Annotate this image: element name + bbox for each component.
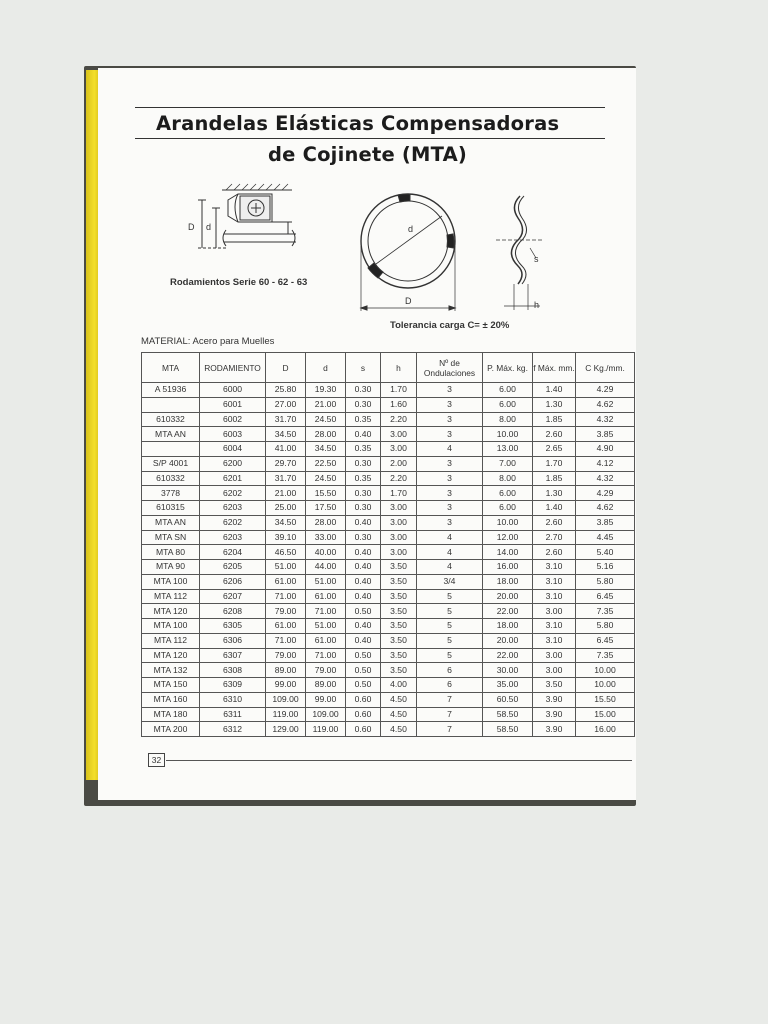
cell-mta: MTA 90 xyxy=(142,560,200,575)
cell-max-load: 18.00 xyxy=(483,574,533,589)
cell-max-deflection: 3.90 xyxy=(533,722,576,737)
cell-inner-diameter: 51.00 xyxy=(306,619,346,634)
cell-max-load: 60.50 xyxy=(483,692,533,707)
cell-height: 1.70 xyxy=(381,486,417,501)
cell-outer-diameter: 61.00 xyxy=(266,574,306,589)
title-top-rule xyxy=(135,107,605,108)
table-row xyxy=(142,442,635,457)
cell-max-deflection: 2.60 xyxy=(533,515,576,530)
page-title-line-1: Arandelas Elásticas Compensadoras xyxy=(156,112,560,135)
cell-thickness: 0.50 xyxy=(346,663,381,678)
cell-outer-diameter: 27.00 xyxy=(266,397,306,412)
cell-mta: MTA 120 xyxy=(142,648,200,663)
cell-waves: 5 xyxy=(417,633,483,648)
cell-inner-diameter: 61.00 xyxy=(306,633,346,648)
cell-inner-diameter: 28.00 xyxy=(306,427,346,442)
cell-inner-diameter: 71.00 xyxy=(306,648,346,663)
cell-max-deflection: 1.30 xyxy=(533,397,576,412)
cell-thickness: 0.35 xyxy=(346,412,381,427)
column-header-max-load: P. Máx. kg. xyxy=(483,353,533,383)
column-header-outer-diameter: D xyxy=(266,353,306,383)
cell-outer-diameter: 41.00 xyxy=(266,442,306,457)
cell-max-deflection: 3.10 xyxy=(533,589,576,604)
cell-mta: 610315 xyxy=(142,501,200,516)
column-header-max-deflection: f Máx. mm. xyxy=(533,353,576,383)
cell-max-load: 30.00 xyxy=(483,663,533,678)
profile-thickness-label: s xyxy=(534,254,539,264)
footer-rule xyxy=(166,760,632,761)
cell-max-deflection: 3.00 xyxy=(533,648,576,663)
table-row xyxy=(142,678,635,693)
cell-max-deflection: 1.40 xyxy=(533,383,576,398)
table-row xyxy=(142,486,635,501)
table-row xyxy=(142,530,635,545)
cell-height: 3.50 xyxy=(381,560,417,575)
cell-max-deflection: 3.90 xyxy=(533,707,576,722)
cell-spring-rate: 4.62 xyxy=(576,397,635,412)
cell-rodamiento: 6204 xyxy=(200,545,266,560)
cell-waves: 3 xyxy=(417,456,483,471)
cell-rodamiento: 6205 xyxy=(200,560,266,575)
table-row xyxy=(142,427,635,442)
cell-rodamiento: 6202 xyxy=(200,515,266,530)
cell-outer-diameter: 129.00 xyxy=(266,722,306,737)
cell-waves: 3 xyxy=(417,515,483,530)
cell-inner-diameter: 34.50 xyxy=(306,442,346,457)
column-header-height: h xyxy=(381,353,417,383)
table-row xyxy=(142,663,635,678)
cell-inner-diameter: 51.00 xyxy=(306,574,346,589)
table-row xyxy=(142,574,635,589)
cell-waves: 3 xyxy=(417,427,483,442)
column-header-waves: Nº de Ondulaciones xyxy=(417,353,483,383)
cell-thickness: 0.35 xyxy=(346,442,381,457)
cell-max-load: 22.00 xyxy=(483,648,533,663)
cell-max-load: 22.00 xyxy=(483,604,533,619)
cell-spring-rate: 6.45 xyxy=(576,633,635,648)
cell-thickness: 0.60 xyxy=(346,707,381,722)
cell-spring-rate: 10.00 xyxy=(576,663,635,678)
cell-max-load: 6.00 xyxy=(483,383,533,398)
cell-height: 2.20 xyxy=(381,471,417,486)
cell-inner-diameter: 79.00 xyxy=(306,663,346,678)
table-row xyxy=(142,604,635,619)
table-row xyxy=(142,589,635,604)
cell-thickness: 0.50 xyxy=(346,604,381,619)
cell-outer-diameter: 109.00 xyxy=(266,692,306,707)
cell-outer-diameter: 25.80 xyxy=(266,383,306,398)
cell-waves: 3 xyxy=(417,397,483,412)
cell-max-load: 18.00 xyxy=(483,619,533,634)
cell-max-load: 6.00 xyxy=(483,486,533,501)
cell-waves: 3 xyxy=(417,412,483,427)
table-row xyxy=(142,397,635,412)
cell-mta: MTA 180 xyxy=(142,707,200,722)
cell-max-load: 13.00 xyxy=(483,442,533,457)
cell-thickness: 0.40 xyxy=(346,619,381,634)
table-header-row xyxy=(142,353,635,383)
cell-mta: MTA 120 xyxy=(142,604,200,619)
cell-waves: 4 xyxy=(417,530,483,545)
cell-outer-diameter: 29.70 xyxy=(266,456,306,471)
table-body xyxy=(142,383,635,737)
cell-max-deflection: 3.10 xyxy=(533,633,576,648)
cell-rodamiento: 6308 xyxy=(200,663,266,678)
cell-waves: 7 xyxy=(417,722,483,737)
cell-rodamiento: 6207 xyxy=(200,589,266,604)
cell-waves: 4 xyxy=(417,545,483,560)
cell-mta: 3778 xyxy=(142,486,200,501)
cell-rodamiento: 6000 xyxy=(200,383,266,398)
cell-inner-diameter: 71.00 xyxy=(306,604,346,619)
cell-inner-diameter: 89.00 xyxy=(306,678,346,693)
cell-mta xyxy=(142,397,200,412)
cell-height: 3.50 xyxy=(381,663,417,678)
cell-waves: 3 xyxy=(417,501,483,516)
bearing-series-caption: Rodamientos Serie 60 - 62 - 63 xyxy=(170,277,308,288)
cell-height: 3.50 xyxy=(381,633,417,648)
cell-rodamiento: 6310 xyxy=(200,692,266,707)
cell-max-deflection: 1.30 xyxy=(533,486,576,501)
cell-max-load: 8.00 xyxy=(483,412,533,427)
cell-max-deflection: 3.90 xyxy=(533,692,576,707)
cell-rodamiento: 6003 xyxy=(200,427,266,442)
cell-inner-diameter: 99.00 xyxy=(306,692,346,707)
cell-mta: 610332 xyxy=(142,412,200,427)
cell-inner-diameter: 24.50 xyxy=(306,471,346,486)
cell-thickness: 0.40 xyxy=(346,574,381,589)
table-row xyxy=(142,545,635,560)
cell-waves: 5 xyxy=(417,619,483,634)
cell-outer-diameter: 79.00 xyxy=(266,604,306,619)
cell-spring-rate: 5.80 xyxy=(576,574,635,589)
cell-thickness: 0.60 xyxy=(346,692,381,707)
cell-height: 3.50 xyxy=(381,619,417,634)
cell-mta: MTA 80 xyxy=(142,545,200,560)
cell-height: 3.00 xyxy=(381,427,417,442)
cell-outer-diameter: 71.00 xyxy=(266,633,306,648)
cell-height: 3.00 xyxy=(381,515,417,530)
table-row xyxy=(142,648,635,663)
spec-table xyxy=(141,352,635,737)
cell-waves: 3 xyxy=(417,471,483,486)
cell-rodamiento: 6311 xyxy=(200,707,266,722)
column-header-thickness: s xyxy=(346,353,381,383)
cell-outer-diameter: 99.00 xyxy=(266,678,306,693)
cell-max-load: 6.00 xyxy=(483,501,533,516)
cell-max-deflection: 3.10 xyxy=(533,619,576,634)
column-header-spring-rate: C Kg./mm. xyxy=(576,353,635,383)
cell-max-load: 6.00 xyxy=(483,397,533,412)
cell-max-deflection: 2.60 xyxy=(533,545,576,560)
cell-max-deflection: 3.00 xyxy=(533,663,576,678)
cell-height: 3.00 xyxy=(381,442,417,457)
cell-outer-diameter: 39.10 xyxy=(266,530,306,545)
cell-inner-diameter: 119.00 xyxy=(306,722,346,737)
cell-height: 3.50 xyxy=(381,648,417,663)
cell-waves: 5 xyxy=(417,648,483,663)
cell-outer-diameter: 61.00 xyxy=(266,619,306,634)
cell-max-load: 7.00 xyxy=(483,456,533,471)
ring-outer-diameter-label: D xyxy=(405,296,412,306)
cell-max-load: 12.00 xyxy=(483,530,533,545)
cell-max-load: 35.00 xyxy=(483,678,533,693)
cell-inner-diameter: 40.00 xyxy=(306,545,346,560)
cell-rodamiento: 6202 xyxy=(200,486,266,501)
cell-inner-diameter: 24.50 xyxy=(306,412,346,427)
cell-waves: 5 xyxy=(417,589,483,604)
cell-spring-rate: 4.29 xyxy=(576,383,635,398)
cell-outer-diameter: 119.00 xyxy=(266,707,306,722)
wave-profile-diagram xyxy=(490,192,550,317)
cell-height: 3.00 xyxy=(381,545,417,560)
cell-max-load: 10.00 xyxy=(483,427,533,442)
cell-waves: 3 xyxy=(417,383,483,398)
cell-thickness: 0.35 xyxy=(346,471,381,486)
cell-rodamiento: 6001 xyxy=(200,397,266,412)
cell-mta: A 51936 xyxy=(142,383,200,398)
table-row xyxy=(142,471,635,486)
cell-waves: 4 xyxy=(417,442,483,457)
cell-height: 3.00 xyxy=(381,501,417,516)
cell-spring-rate: 5.16 xyxy=(576,560,635,575)
cell-max-load: 20.00 xyxy=(483,633,533,648)
cell-outer-diameter: 31.70 xyxy=(266,471,306,486)
cell-max-deflection: 2.65 xyxy=(533,442,576,457)
cell-spring-rate: 6.45 xyxy=(576,589,635,604)
cell-thickness: 0.30 xyxy=(346,383,381,398)
column-header-mta: MTA xyxy=(142,353,200,383)
cell-height: 2.00 xyxy=(381,456,417,471)
page-number: 32 xyxy=(148,753,165,767)
table-row xyxy=(142,501,635,516)
cell-height: 3.50 xyxy=(381,589,417,604)
cell-max-load: 20.00 xyxy=(483,589,533,604)
cell-mta: MTA 150 xyxy=(142,678,200,693)
cell-inner-diameter: 21.00 xyxy=(306,397,346,412)
cell-rodamiento: 6312 xyxy=(200,722,266,737)
cell-rodamiento: 6203 xyxy=(200,501,266,516)
cell-rodamiento: 6206 xyxy=(200,574,266,589)
table-row xyxy=(142,707,635,722)
cell-rodamiento: 6201 xyxy=(200,471,266,486)
cell-max-load: 58.50 xyxy=(483,707,533,722)
cell-rodamiento: 6306 xyxy=(200,633,266,648)
cell-max-deflection: 3.00 xyxy=(533,604,576,619)
cell-outer-diameter: 89.00 xyxy=(266,663,306,678)
table-row xyxy=(142,515,635,530)
cell-height: 3.50 xyxy=(381,574,417,589)
cell-thickness: 0.60 xyxy=(346,722,381,737)
cell-max-deflection: 1.85 xyxy=(533,471,576,486)
column-header-rodamiento: RODAMIENTO xyxy=(200,353,266,383)
cell-rodamiento: 6305 xyxy=(200,619,266,634)
cell-thickness: 0.40 xyxy=(346,427,381,442)
cell-spring-rate: 16.00 xyxy=(576,722,635,737)
table-row xyxy=(142,412,635,427)
cell-inner-diameter: 28.00 xyxy=(306,515,346,530)
cell-spring-rate: 4.45 xyxy=(576,530,635,545)
cell-thickness: 0.40 xyxy=(346,633,381,648)
cell-max-load: 8.00 xyxy=(483,471,533,486)
table-row xyxy=(142,456,635,471)
cell-mta xyxy=(142,442,200,457)
cell-inner-diameter: 61.00 xyxy=(306,589,346,604)
cell-thickness: 0.30 xyxy=(346,456,381,471)
cell-max-deflection: 1.40 xyxy=(533,501,576,516)
cell-rodamiento: 6002 xyxy=(200,412,266,427)
cell-thickness: 0.30 xyxy=(346,501,381,516)
bearing-inner-diameter-label: d xyxy=(206,222,212,232)
table-row xyxy=(142,692,635,707)
cell-spring-rate: 3.85 xyxy=(576,427,635,442)
cell-height: 3.50 xyxy=(381,604,417,619)
cell-outer-diameter: 34.50 xyxy=(266,515,306,530)
cell-max-deflection: 1.70 xyxy=(533,456,576,471)
cell-height: 4.50 xyxy=(381,692,417,707)
cell-waves: 6 xyxy=(417,663,483,678)
cell-outer-diameter: 21.00 xyxy=(266,486,306,501)
cell-height: 4.50 xyxy=(381,722,417,737)
cell-mta: MTA 200 xyxy=(142,722,200,737)
cell-outer-diameter: 25.00 xyxy=(266,501,306,516)
cell-spring-rate: 4.32 xyxy=(576,412,635,427)
load-tolerance-caption: Tolerancia carga C= ± 20% xyxy=(390,320,510,331)
table-row xyxy=(142,619,635,634)
cell-outer-diameter: 46.50 xyxy=(266,545,306,560)
page-title-line-2: de Cojinete (MTA) xyxy=(268,143,467,166)
cell-waves: 4 xyxy=(417,560,483,575)
cell-inner-diameter: 44.00 xyxy=(306,560,346,575)
cell-rodamiento: 6309 xyxy=(200,678,266,693)
cell-thickness: 0.50 xyxy=(346,648,381,663)
cell-inner-diameter: 22.50 xyxy=(306,456,346,471)
cell-height: 4.50 xyxy=(381,707,417,722)
cell-thickness: 0.40 xyxy=(346,589,381,604)
cell-waves: 6 xyxy=(417,678,483,693)
cell-height: 1.60 xyxy=(381,397,417,412)
cell-height: 1.70 xyxy=(381,383,417,398)
cell-inner-diameter: 19.30 xyxy=(306,383,346,398)
cell-spring-rate: 15.50 xyxy=(576,692,635,707)
cell-height: 4.00 xyxy=(381,678,417,693)
cell-max-load: 14.00 xyxy=(483,545,533,560)
cell-spring-rate: 10.00 xyxy=(576,678,635,693)
cell-mta: MTA AN xyxy=(142,515,200,530)
cell-waves: 7 xyxy=(417,707,483,722)
cell-max-deflection: 3.10 xyxy=(533,574,576,589)
cell-spring-rate: 5.40 xyxy=(576,545,635,560)
cell-mta: MTA 112 xyxy=(142,589,200,604)
table-row xyxy=(142,560,635,575)
cell-waves: 5 xyxy=(417,604,483,619)
bearing-cross-section-diagram xyxy=(180,178,310,258)
cell-spring-rate: 7.35 xyxy=(576,648,635,663)
cell-rodamiento: 6004 xyxy=(200,442,266,457)
cell-mta: MTA AN xyxy=(142,427,200,442)
cell-thickness: 0.40 xyxy=(346,515,381,530)
cell-spring-rate: 4.29 xyxy=(576,486,635,501)
cell-height: 3.00 xyxy=(381,530,417,545)
cell-rodamiento: 6200 xyxy=(200,456,266,471)
cell-spring-rate: 5.80 xyxy=(576,619,635,634)
cell-waves: 7 xyxy=(417,692,483,707)
cell-max-load: 16.00 xyxy=(483,560,533,575)
column-header-inner-diameter: d xyxy=(306,353,346,383)
cell-max-load: 58.50 xyxy=(483,722,533,737)
cell-max-deflection: 3.50 xyxy=(533,678,576,693)
cell-spring-rate: 4.90 xyxy=(576,442,635,457)
cell-outer-diameter: 51.00 xyxy=(266,560,306,575)
cell-waves: 3/4 xyxy=(417,574,483,589)
cell-max-deflection: 1.85 xyxy=(533,412,576,427)
cell-inner-diameter: 109.00 xyxy=(306,707,346,722)
cell-outer-diameter: 79.00 xyxy=(266,648,306,663)
cell-max-deflection: 2.70 xyxy=(533,530,576,545)
cell-thickness: 0.40 xyxy=(346,545,381,560)
cell-spring-rate: 4.32 xyxy=(576,471,635,486)
cell-mta: MTA 160 xyxy=(142,692,200,707)
cell-thickness: 0.30 xyxy=(346,397,381,412)
ring-inner-diameter-label: d xyxy=(408,224,414,234)
washer-ring-diagram xyxy=(350,186,470,321)
cell-spring-rate: 4.62 xyxy=(576,501,635,516)
table-row xyxy=(142,383,635,398)
material-note: MATERIAL: Acero para Muelles xyxy=(141,336,275,347)
profile-height-label: h xyxy=(534,300,540,310)
cell-height: 2.20 xyxy=(381,412,417,427)
cell-thickness: 0.50 xyxy=(346,678,381,693)
cell-mta: MTA 132 xyxy=(142,663,200,678)
title-middle-rule xyxy=(135,138,605,139)
cell-mta: S/P 4001 xyxy=(142,456,200,471)
cell-mta: MTA 100 xyxy=(142,619,200,634)
cell-mta: 610332 xyxy=(142,471,200,486)
cell-inner-diameter: 15.50 xyxy=(306,486,346,501)
cell-max-load: 10.00 xyxy=(483,515,533,530)
cell-outer-diameter: 71.00 xyxy=(266,589,306,604)
table-row xyxy=(142,633,635,648)
cell-spring-rate: 4.12 xyxy=(576,456,635,471)
cell-thickness: 0.30 xyxy=(346,530,381,545)
cell-spring-rate: 7.35 xyxy=(576,604,635,619)
cell-rodamiento: 6307 xyxy=(200,648,266,663)
cell-inner-diameter: 17.50 xyxy=(306,501,346,516)
cell-thickness: 0.40 xyxy=(346,560,381,575)
cell-thickness: 0.30 xyxy=(346,486,381,501)
cell-max-deflection: 3.10 xyxy=(533,560,576,575)
bearing-outer-diameter-label: D xyxy=(188,222,195,232)
cell-mta: MTA 112 xyxy=(142,633,200,648)
cell-spring-rate: 15.00 xyxy=(576,707,635,722)
cell-outer-diameter: 34.50 xyxy=(266,427,306,442)
cell-mta: MTA 100 xyxy=(142,574,200,589)
cell-outer-diameter: 31.70 xyxy=(266,412,306,427)
cell-spring-rate: 3.85 xyxy=(576,515,635,530)
cell-waves: 3 xyxy=(417,486,483,501)
cell-rodamiento: 6203 xyxy=(200,530,266,545)
cell-inner-diameter: 33.00 xyxy=(306,530,346,545)
cell-rodamiento: 6208 xyxy=(200,604,266,619)
cell-mta: MTA SN xyxy=(142,530,200,545)
table-row xyxy=(142,722,635,737)
cell-max-deflection: 2.60 xyxy=(533,427,576,442)
